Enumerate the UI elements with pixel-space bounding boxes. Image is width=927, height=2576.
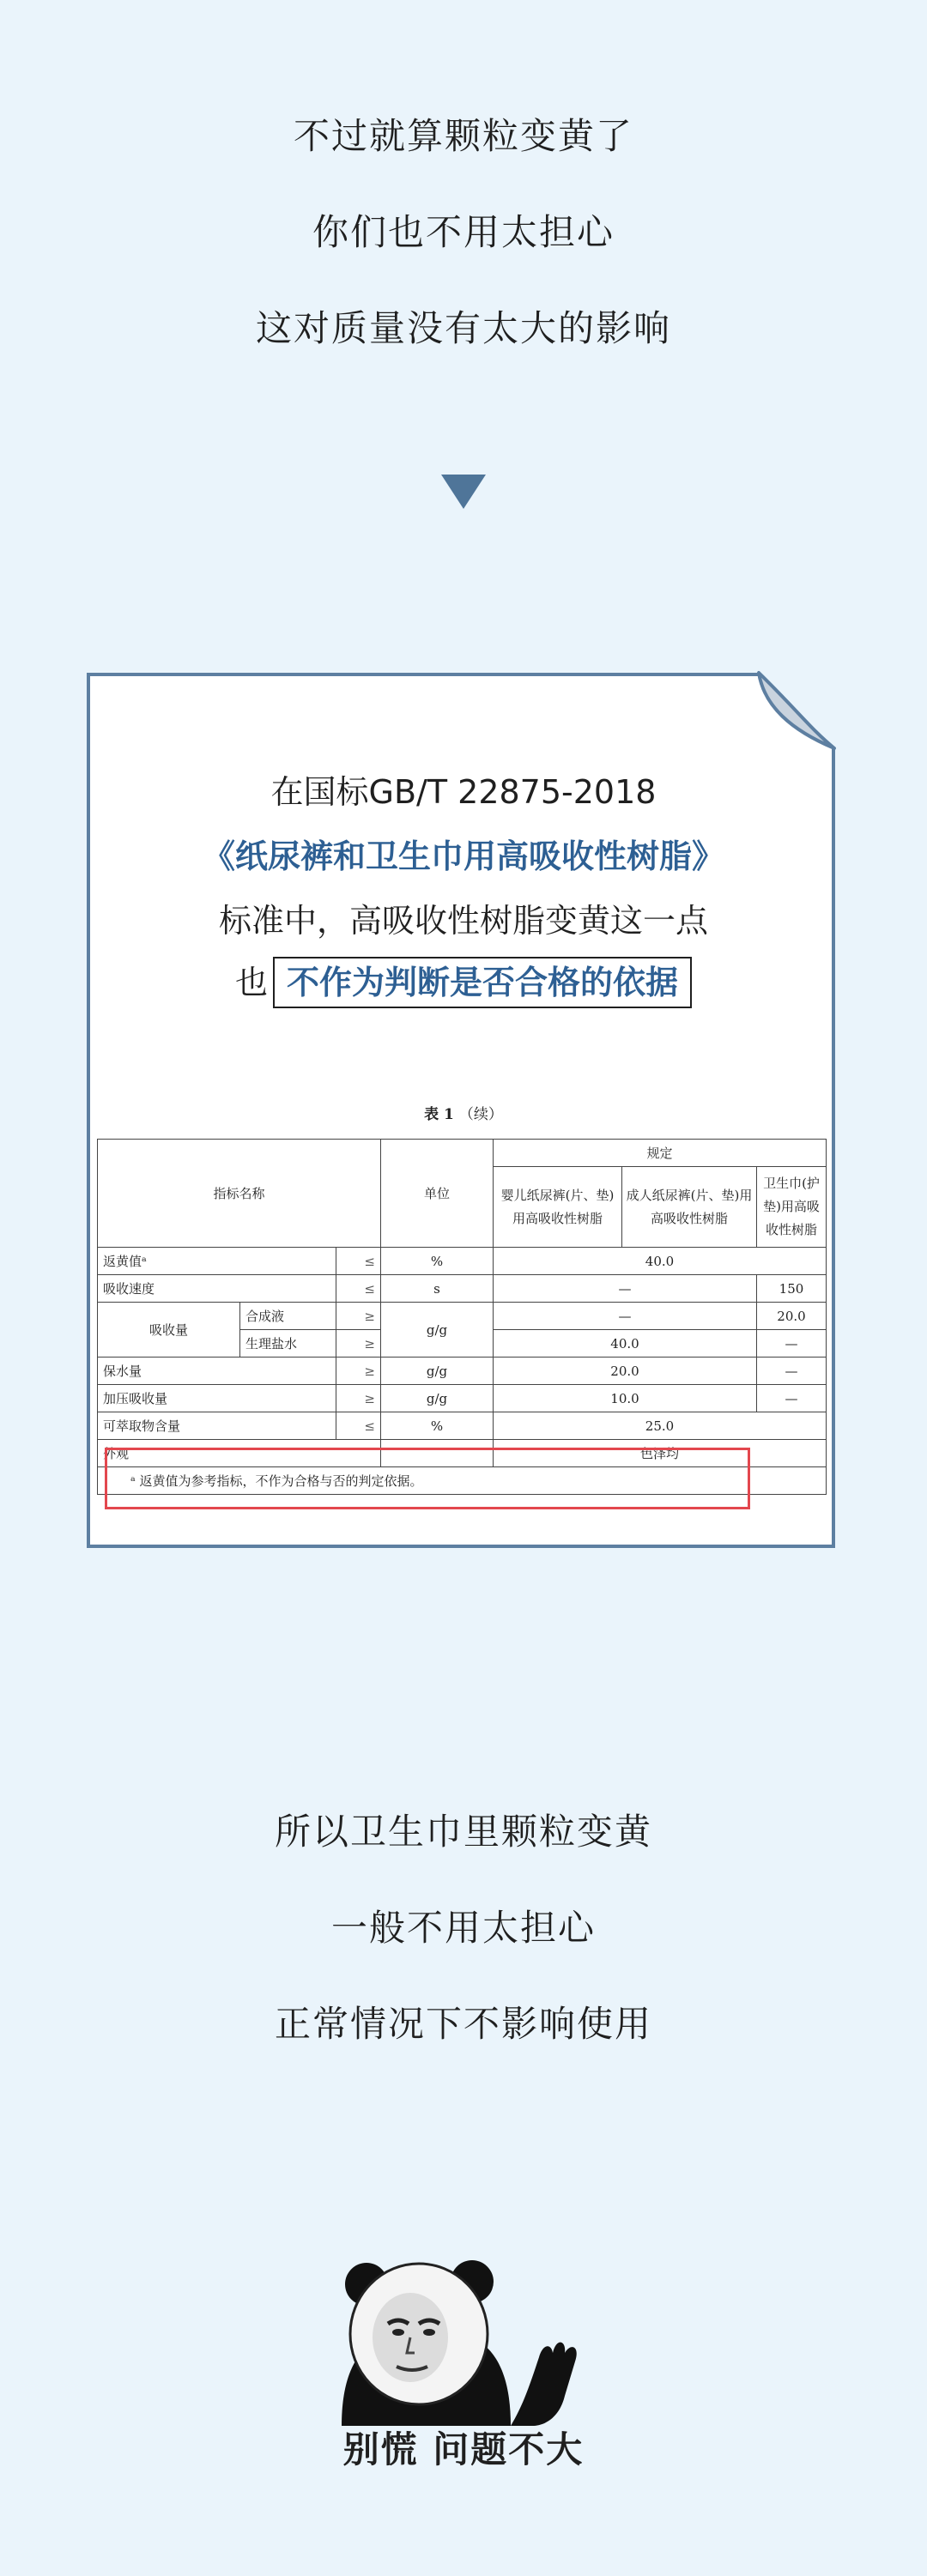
row-value: 色泽均 xyxy=(494,1440,827,1467)
conclusion-prefix: 也 xyxy=(234,964,268,1001)
row-name: 保水量 xyxy=(98,1358,336,1385)
intro-text xyxy=(0,107,927,396)
outro-line-2: 一般不用太担心 xyxy=(330,1907,596,1949)
row-value-napkin: 20.0 xyxy=(757,1303,827,1330)
header-baby: 婴儿纸尿裤(片、垫)用高吸收性树脂 xyxy=(494,1167,622,1248)
header-unit: 单位 xyxy=(381,1140,494,1248)
card-line-description: 标准中，高吸收性树脂变黄这一点 xyxy=(218,902,708,940)
outro-line-1: 所以卫生巾里颗粒变黄 xyxy=(274,1811,652,1853)
conclusion-highlight: 不作为判断是否合格的依据 xyxy=(273,957,692,1008)
table-title-suffix: （续） xyxy=(458,1106,503,1123)
row-unit: % xyxy=(381,1412,494,1440)
row-name: 外观 xyxy=(98,1440,381,1467)
row-name: 加压吸收量 xyxy=(98,1385,336,1412)
table-row xyxy=(98,1412,827,1440)
row-name: 返黄值ᵃ xyxy=(98,1248,336,1275)
table-row xyxy=(98,1303,827,1330)
row-group-absorb: 吸收量 xyxy=(98,1303,240,1358)
row-value-baby-adult: 20.0 xyxy=(494,1358,757,1385)
table-title xyxy=(0,1102,927,1123)
down-triangle-icon xyxy=(441,475,486,509)
table-row xyxy=(98,1385,827,1412)
header-spec: 规定 xyxy=(494,1140,827,1167)
row-op: ≤ xyxy=(336,1412,381,1440)
table-footnote: ᵃ 返黄值为参考指标，不作为合格与否的判定依据。 xyxy=(98,1467,827,1495)
intro-line-2: 你们也不用太担心 xyxy=(312,211,615,253)
row-value-napkin: 150 xyxy=(757,1275,827,1303)
row-name: 合成液 xyxy=(240,1303,336,1330)
row-op: ≤ xyxy=(336,1248,381,1275)
row-value-napkin: — xyxy=(757,1330,827,1358)
row-value-baby-adult: 40.0 xyxy=(494,1330,757,1358)
row-name: 吸收速度 xyxy=(98,1275,336,1303)
table-row xyxy=(98,1248,827,1275)
row-name: 生理盐水 xyxy=(240,1330,336,1358)
table-row xyxy=(98,1358,827,1385)
header-napkin: 卫生巾(护垫)用高吸收性树脂 xyxy=(757,1167,827,1248)
intro-line-3: 这对质量没有太大的影响 xyxy=(255,307,671,349)
row-unit: s xyxy=(381,1275,494,1303)
row-op: ≥ xyxy=(336,1330,381,1358)
table-header-row xyxy=(98,1140,827,1167)
row-op: ≥ xyxy=(336,1303,381,1330)
row-op: ≤ xyxy=(336,1275,381,1303)
card-line-standard: 在国标GB/T 22875-2018 xyxy=(270,773,657,811)
row-value: 40.0 xyxy=(494,1248,827,1275)
row-value-baby-adult: — xyxy=(494,1275,757,1303)
card-line-title: 《纸尿裤和卫生巾用高吸收性树脂》 xyxy=(202,838,724,875)
page-curl-icon xyxy=(755,670,841,756)
table-title-number: 表 1 xyxy=(424,1106,454,1123)
intro-line-1: 不过就算颗粒变黄了 xyxy=(293,115,633,157)
row-name: 可萃取物含量 xyxy=(98,1412,336,1440)
row-value: 25.0 xyxy=(494,1412,827,1440)
table-row xyxy=(98,1275,827,1303)
row-value-baby-adult: 10.0 xyxy=(494,1385,757,1412)
spec-table xyxy=(97,1139,827,1495)
header-name: 指标名称 xyxy=(98,1140,381,1248)
header-adult: 成人纸尿裤(片、垫)用高吸收性树脂 xyxy=(622,1167,757,1248)
highlight-box xyxy=(105,1448,750,1509)
row-value-napkin: — xyxy=(757,1385,827,1412)
row-unit: g/g xyxy=(381,1303,494,1358)
row-value-napkin: — xyxy=(757,1358,827,1385)
row-value-baby-adult: — xyxy=(494,1303,757,1330)
row-unit: g/g xyxy=(381,1385,494,1412)
outro-text xyxy=(0,1803,927,2091)
row-unit: g/g xyxy=(381,1358,494,1385)
meme-caption: 别慌 问题不大 xyxy=(342,2428,585,2470)
card-line-conclusion xyxy=(0,956,927,1008)
row-unit: % xyxy=(381,1248,494,1275)
row-op: ≥ xyxy=(336,1358,381,1385)
outro-line-3: 正常情况下不影响使用 xyxy=(274,2003,652,2045)
row-op: ≥ xyxy=(336,1385,381,1412)
